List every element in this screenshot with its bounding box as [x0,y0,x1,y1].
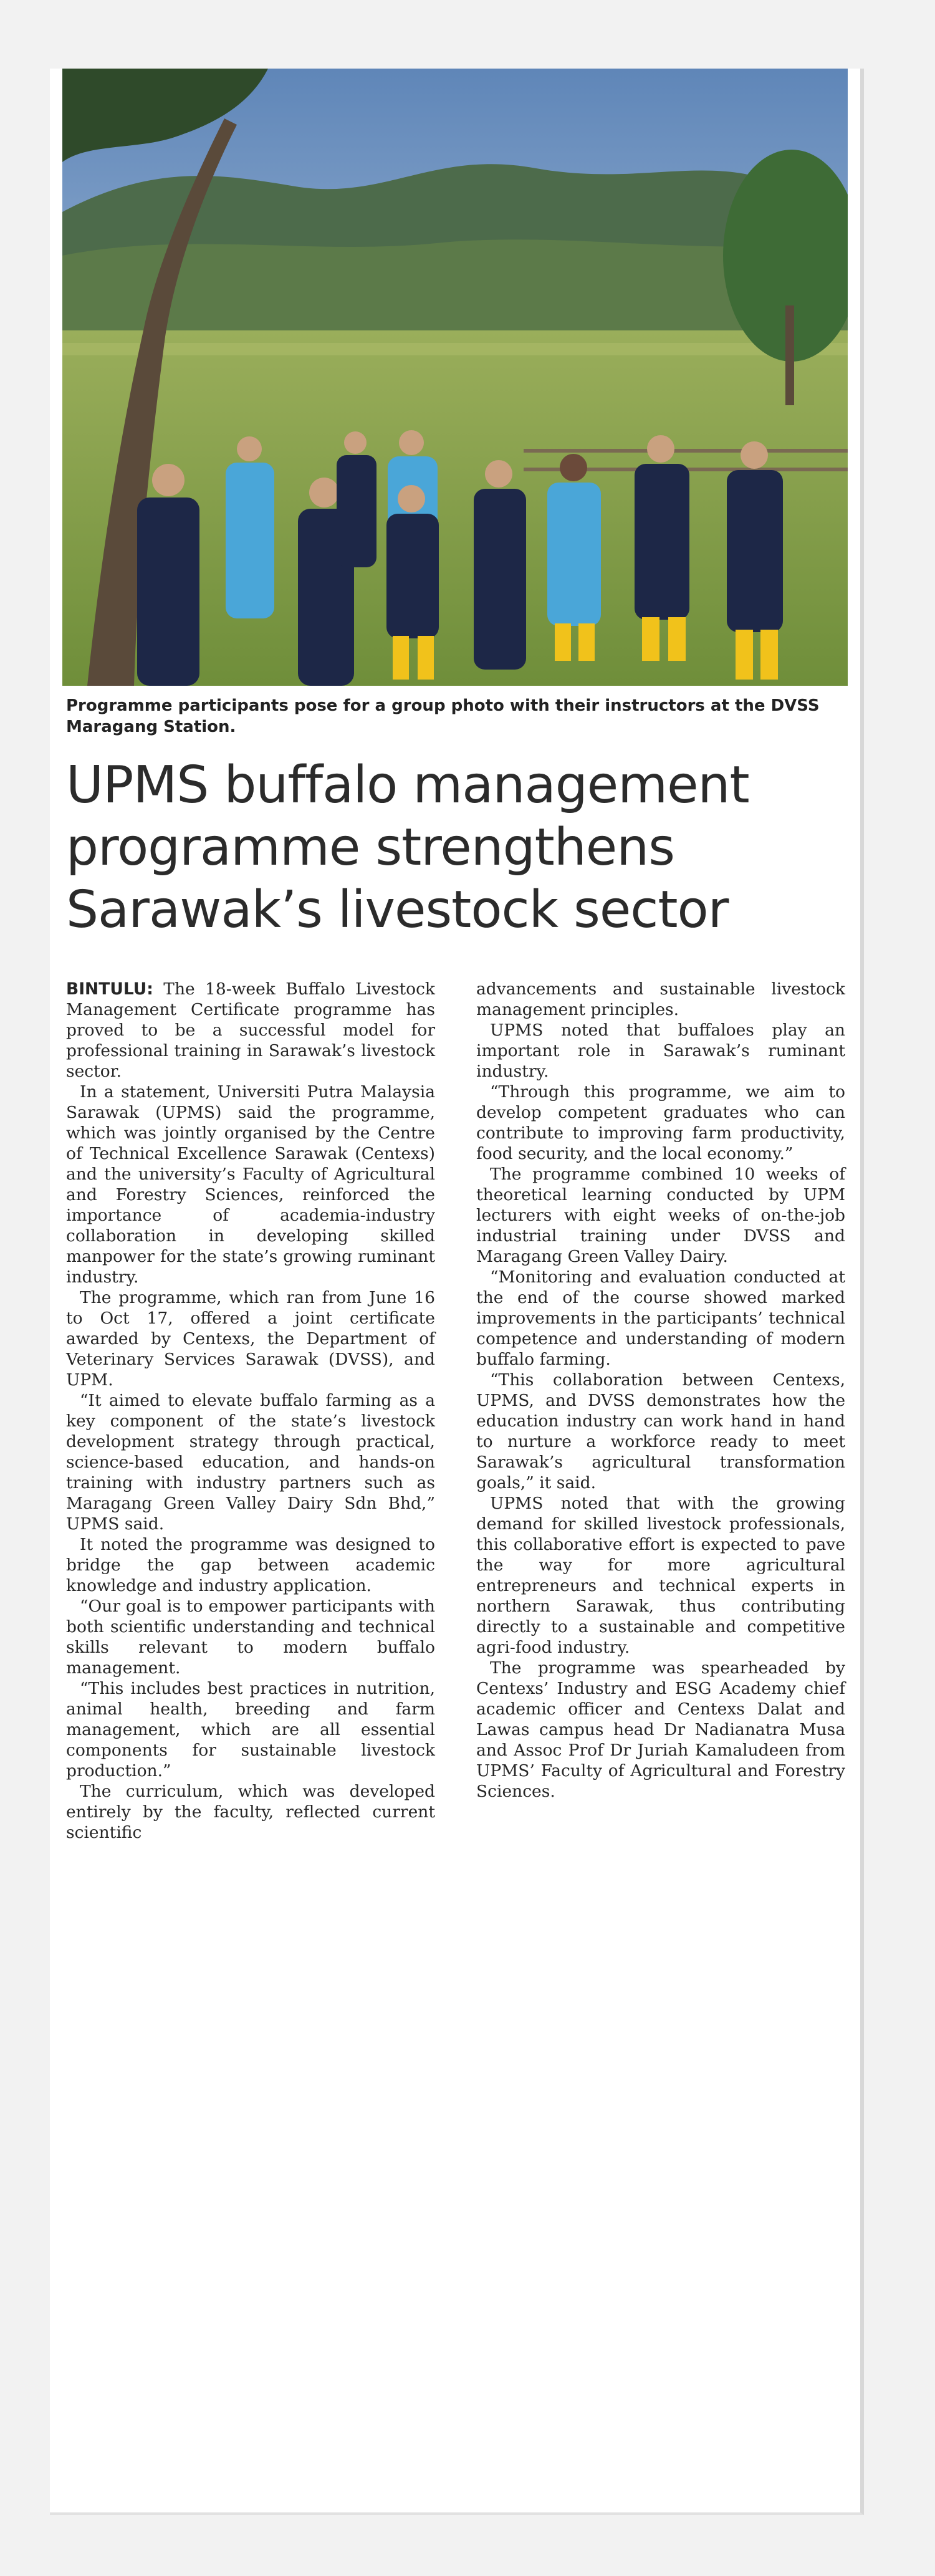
article-paragraph: The programme combined 10 weeks of theoretical learning conducted by UPM lecturers with eight weeks of on-the-job industrial training under DVSS and Maragang Green Valley Dairy. [476,1165,845,1266]
article-column-right [476,979,845,2487]
article-column-left [66,979,435,2487]
photo-caption: Programme participants pose for a group photo with their instructors at the DVSS Maragang Station. [66,696,820,736]
article-paragraph: UPMS noted that buffaloes play an important role in Sarawak’s ruminant industry. [476,1021,845,1081]
article-paragraph: UPMS noted that with the growing demand for skilled livestock professionals, this collaborative effort is expected to pave the way for more agricultural entrepreneurs and technical experts in northern Sarawak, thus contributing directly to a sustainable and competitive agri-food industry. [476,1494,845,1657]
article-paragraph [66,979,435,1082]
article-paragraph: “Monitoring and evaluation conducted at the end of the course showed marked improvements in the participants’ technical competence and understanding of modern buffalo farming. [476,1267,845,1369]
article-paragraph: The curriculum, which was developed entirely by the faculty, reflected current scientific [66,1782,435,1842]
article-paragraph: “This includes best practices in nutrition, animal health, breeding and farm management, which are all essential components for sustainable livestock production.” [66,1679,435,1781]
article-paragraph: The programme, which ran from June 16 to Oct 17, offered a joint certificate awarded by Centexs, the Department of Veterinary Services Sarawak (DVSS), and UPM. [66,1288,435,1390]
article-headline: UPMS buffalo management programme strengthens Sarawak’s livestock sector [66,756,749,940]
article-paragraph: “Our goal is to empower participants with both scientific understanding and technical skills relevant to modern buffalo management. [66,1597,435,1678]
article-paragraph: In a statement, Universiti Putra Malaysia Sarawak (UPMS) said the programme, which was jointly organised by the Centre of Technical Excellence Sarawak (Centexs) and the university’s Faculty of Agricultural and Forestry Sciences, reinforced the importance of academia-industry collaboration in developing skilled manpower for the state’s growing ruminant industry. [66,1082,435,1287]
newspaper-clipping [50,69,864,2515]
group-photo-illustration [62,69,848,686]
dateline: BINTULU: [66,979,153,999]
article-paragraph: advancements and sustainable livestock management principles. [476,979,845,1019]
article-paragraph: “It aimed to elevate buffalo farming as a key component of the state’s livestock development strategy through practical, science-based education, and hands-on training with industry partners such as Maragang Green Valley Dairy Sdn Bhd,” UPMS said. [66,1391,435,1534]
article-paragraph: “Through this programme, we aim to develop competent graduates who can contribute to improving farm productivity, food security, and the local economy.” [476,1082,845,1163]
article-paragraph: “This collaboration between Centexs, UPMS, and DVSS demonstrates how the education industry can work hand in hand to nurture a workforce ready to meet Sarawak’s agricultural transformation goals,” it said. [476,1370,845,1492]
article-body [66,979,845,2487]
paragraph-text: The 18-week Buffalo Livestock Management Certificate programme has proved to be a successful model for professional training in Sarawak’s livestock sector. [66,979,435,1081]
article-paragraph: It noted the programme was designed to bridge the gap between academic knowledge and industry application. [66,1535,435,1595]
article-paragraph: The programme was spearheaded by Centexs’ Industry and ESG Academy chief academic officer and Centexs Dalat and Lawas campus head Dr Nadianatra Musa and Assoc Prof Dr Juriah Kamaludeen from UPMS’ Faculty of Agricultural and Forestry Sciences. [476,1658,845,1801]
group-photo [62,69,848,686]
